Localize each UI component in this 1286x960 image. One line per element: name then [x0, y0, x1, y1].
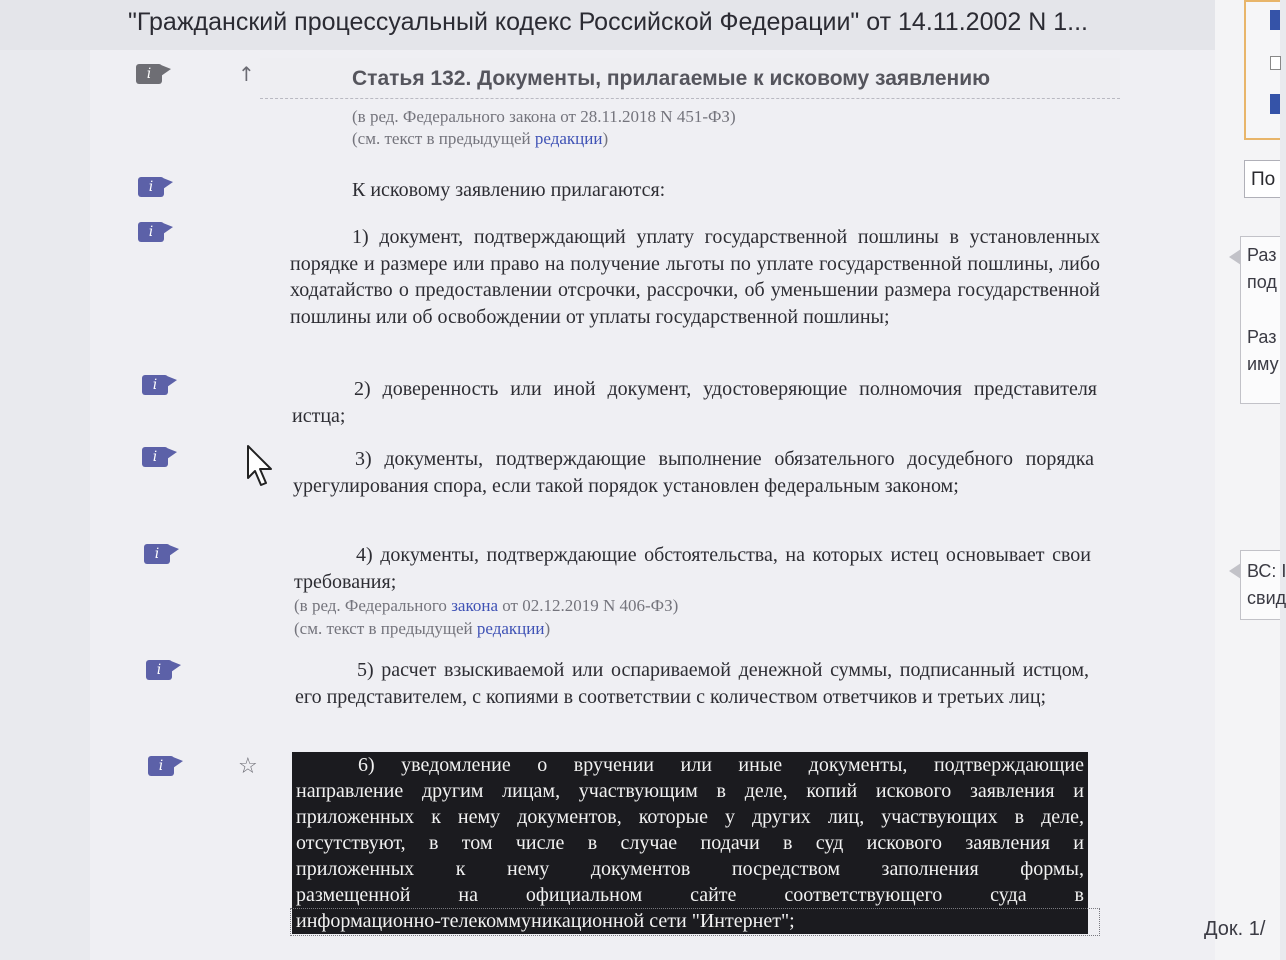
previous-edition-link[interactable]: редакции: [534, 129, 603, 148]
toolbar-button-icon[interactable]: [1270, 56, 1281, 70]
info-icon[interactable]: i: [148, 756, 174, 776]
paragraph-3: 3) документы, подтверждающие выполнение обязательного досудебного порядка урегулирования спора, если такой порядок установлен федеральным законом;: [293, 448, 1094, 497]
selected-line: 6) уведомление о вручении или иные документы, подтверждающие: [358, 754, 1084, 776]
intro-paragraph: К исковому заявлению прилагаются:: [352, 179, 666, 201]
selected-line: приложенных к нему документов, которые у других лиц, участвующих в деле,: [296, 806, 1084, 828]
selected-line: приложенных к нему документов посредством заполнения формы,: [296, 858, 1084, 880]
paragraph-2: 2) доверенность или иной документ, удостоверяющие полномочия представителя истца;: [292, 378, 1097, 427]
info-icon[interactable]: i: [144, 544, 170, 564]
selected-line: отсутствуют, в том числе в случае подачи в суд искового заявления и: [296, 832, 1084, 854]
document-counter: Док. 1/: [1204, 918, 1266, 940]
annotation-card[interactable]: ВС: І свид: [1240, 550, 1280, 620]
previous-edition-note: (см. текст в предыдущей редакции): [352, 129, 609, 148]
selected-paragraph-6[interactable]: [292, 752, 1088, 934]
document-title: "Гражданский процессуальный кодекс Российской Федерации" от 14.11.2002 N 1...: [128, 8, 1088, 36]
previous-edition-link[interactable]: редакции: [476, 619, 545, 638]
text-cursor-box: [290, 908, 1100, 936]
edition-note: (в ред. Федерального закона от 28.11.2018 N 451-ФЗ): [352, 107, 736, 126]
selected-line: информационно-телекоммуникационной сети "Интернет";: [296, 910, 795, 932]
star-icon[interactable]: ☆: [238, 754, 258, 779]
info-icon[interactable]: i: [138, 177, 164, 197]
info-icon[interactable]: i: [142, 375, 168, 395]
info-icon[interactable]: i: [136, 64, 162, 84]
info-icon[interactable]: i: [142, 447, 168, 467]
paragraph-1: 1) документ, подтверждающий уплату государственной пошлины в установленных порядке и размере или право на получение льготы по уплате государственной пошлины, либо ходатайство о предоставлении отсрочки, рассрочки, об уменьшении размера государственной пошлины или об освобождении от уплаты государственной пошлины;: [290, 226, 1100, 328]
previous-edition-note: (см. текст в предыдущей редакции): [294, 619, 551, 638]
mouse-cursor-icon: [246, 444, 276, 488]
article-title: Статья 132. Документы, прилагаемые к исковому заявлению: [352, 67, 991, 90]
right-panel: [1215, 0, 1280, 960]
toolbar-button-icon[interactable]: [1270, 10, 1280, 30]
edition-note: (в ред. Федерального закона от 02.12.2019 N 406-ФЗ): [294, 596, 679, 615]
selected-line: размещенной на официальном сайте соответствующего суда в: [296, 884, 1084, 906]
toolbar-button-icon[interactable]: [1270, 94, 1280, 114]
paragraph-4: 4) документы, подтверждающие обстоятельства, на которых истец основывает свои требования;: [294, 544, 1091, 593]
title-bar: [0, 0, 1230, 50]
annotation-card[interactable]: Раз под Раз иму: [1240, 236, 1280, 404]
toolbar-box: [1244, 0, 1280, 140]
paragraph-5: 5) расчет взыскиваемой или оспариваемой денежной суммы, подписанный истцом, его представителем, с копиями в соответствии с количеством ответчиков и третьих лиц;: [295, 659, 1089, 708]
law-link[interactable]: закона: [451, 596, 498, 615]
up-arrow-icon[interactable]: ↑: [238, 62, 255, 86]
search-input[interactable]: По: [1244, 160, 1280, 198]
info-icon[interactable]: i: [138, 222, 164, 242]
selected-line: направление другим лицам, участвующим в деле, копий искового заявления и: [296, 780, 1084, 802]
info-icon[interactable]: i: [146, 660, 172, 680]
